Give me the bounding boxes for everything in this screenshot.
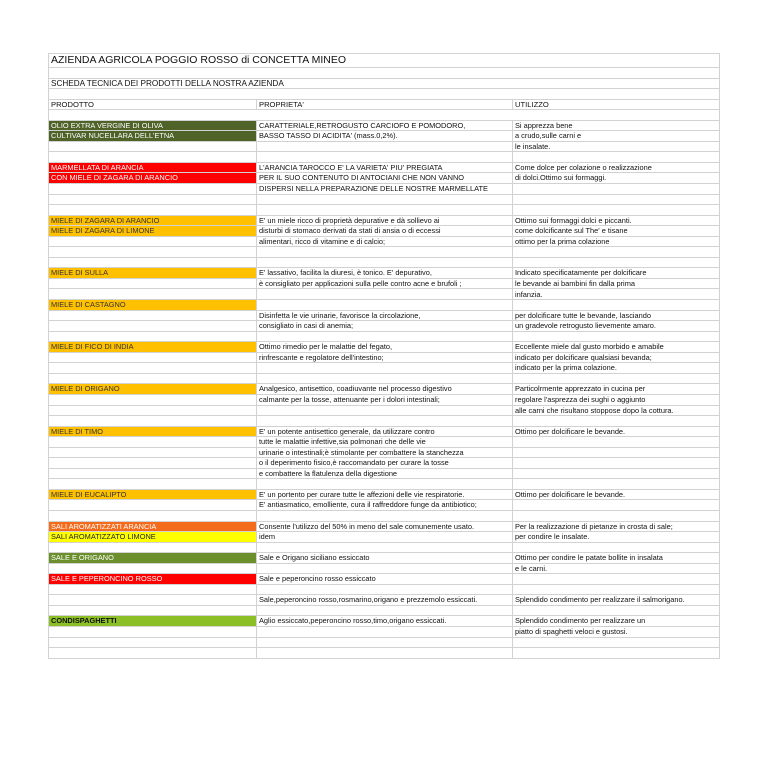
usage-cell: Ottimo per dolcificare le bevande. (513, 489, 720, 500)
usage-cell: ottimo per la prima colazione (513, 236, 720, 247)
usage-cell (513, 510, 720, 521)
table-row (49, 648, 720, 659)
product-cell (49, 563, 257, 574)
property-cell (257, 510, 513, 521)
usage-cell (513, 331, 720, 342)
usage-cell: Per la realizzazione di pietanze in crosta di sale; (513, 521, 720, 532)
property-cell: calmante per la tosse, attenuante per i dolori intestinali; (257, 394, 513, 405)
property-cell: o il deperimento fisico,è raccomandato per curare la tosse (257, 458, 513, 469)
property-cell: Consente l'utilizzo del 50% in meno del sale comunemente usato. (257, 521, 513, 532)
usage-cell: come dolcificante sul The' e tisane (513, 226, 720, 237)
table-row (49, 215, 720, 226)
table-row (49, 373, 720, 384)
product-cell: SALI AROMATIZZATI ARANCIA (49, 521, 257, 532)
usage-cell (513, 437, 720, 448)
document-subtitle: SCHEDA TECNICA DEI PRODOTTI DELLA NOSTRA AZIENDA (49, 78, 720, 89)
table-row (49, 384, 720, 395)
product-cell: SALE E ORIGANO (49, 553, 257, 564)
table-row (49, 626, 720, 637)
usage-cell: Si apprezza bene (513, 120, 720, 131)
property-cell: Aglio essiccato,peperoncino rosso,timo,origano essiccati. (257, 616, 513, 627)
product-cell: SALI AROMATIZZATO LIMONE (49, 532, 257, 543)
table-row (49, 205, 720, 216)
property-cell: PER IL SUO CONTENUTO DI ANTOCIANI CHE NON VANNO (257, 173, 513, 184)
table-row (49, 479, 720, 490)
product-cell: MIELE DI CASTAGNO (49, 300, 257, 311)
product-cell: MIELE DI EUCALIPTO (49, 489, 257, 500)
usage-cell (513, 605, 720, 616)
usage-cell (513, 500, 720, 511)
table-row (49, 563, 720, 574)
table-row (49, 310, 720, 321)
usage-cell: Ottimo per condire le patate bollite in insalata (513, 553, 720, 564)
usage-cell (513, 300, 720, 311)
product-cell (49, 542, 257, 553)
product-cell (49, 458, 257, 469)
usage-cell (513, 542, 720, 553)
property-cell (257, 205, 513, 216)
spacer-row (49, 89, 720, 100)
table-row (49, 616, 720, 627)
table-row (49, 637, 720, 648)
usage-cell: indicato per dolcificare qualsiasi bevanda; (513, 352, 720, 363)
table-row (49, 247, 720, 258)
property-cell: consigliato in casi di anemia; (257, 321, 513, 332)
product-cell: MIELE DI FICO DI INDIA (49, 342, 257, 353)
property-cell: Disinfetta le vie urinarie, favorisce la circolazione, (257, 310, 513, 321)
usage-cell: infanzia. (513, 289, 720, 300)
table-row (49, 405, 720, 416)
table-row (49, 553, 720, 564)
table-row (49, 120, 720, 131)
product-cell: SALE E PEPERONCINO ROSSO (49, 574, 257, 585)
usage-cell (513, 447, 720, 458)
property-cell: DISPERSI NELLA PREPARAZIONE DELLE NOSTRE MARMELLATE (257, 184, 513, 195)
product-cell: MIELE DI ZAGARA DI LIMONE (49, 226, 257, 237)
product-cell (49, 595, 257, 606)
table-row (49, 268, 720, 279)
header-prodotto: PRODOTTO (49, 99, 257, 110)
table-row (49, 278, 720, 289)
product-cell: MIELE DI TIMO (49, 426, 257, 437)
property-cell (257, 141, 513, 152)
usage-cell (513, 648, 720, 659)
property-cell (257, 373, 513, 384)
usage-cell (513, 574, 720, 585)
product-cell (49, 141, 257, 152)
product-cell (49, 584, 257, 595)
usage-cell (513, 373, 720, 384)
product-cell (49, 648, 257, 659)
product-cell (49, 447, 257, 458)
usage-cell: per condire le insalate. (513, 532, 720, 543)
usage-cell: regolare l'asprezza dei sughi o aggiunto (513, 394, 720, 405)
product-cell (49, 247, 257, 258)
table-row (49, 321, 720, 332)
table-row (49, 584, 720, 595)
table-row (49, 426, 720, 437)
property-cell (257, 247, 513, 258)
table-row (49, 141, 720, 152)
usage-cell: Come dolce per colazione o realizzazione (513, 162, 720, 173)
header-utilizzo: UTILIZZO (513, 99, 720, 110)
table-row (49, 468, 720, 479)
table-row (49, 510, 720, 521)
product-cell: CULTIVAR NUCELLARA DELL'ETNA (49, 131, 257, 142)
usage-cell: Ottimo per dolcificare le bevande. (513, 426, 720, 437)
property-cell (257, 257, 513, 268)
product-cell (49, 605, 257, 616)
product-cell (49, 194, 257, 205)
usage-cell: Splendido condimento per realizzare il salmorigano. (513, 595, 720, 606)
usage-cell (513, 194, 720, 205)
property-cell: Analgesico, antisettico, coadiuvante nel processo digestivo (257, 384, 513, 395)
usage-cell (513, 637, 720, 648)
property-cell: E' antiasmatico, emolliente, cura il raffreddore funge da antibiotico; (257, 500, 513, 511)
property-cell: Sale e peperoncino rosso essiccato (257, 574, 513, 585)
table-row (49, 416, 720, 427)
product-cell (49, 363, 257, 374)
table-row (49, 331, 720, 342)
property-cell: Sale,peperoncino rosso,rosmarino,origano e prezzemolo essiccati. (257, 595, 513, 606)
table-row (49, 605, 720, 616)
property-cell: tutte le malattie infettive,sia polmonari che delle vie (257, 437, 513, 448)
product-cell: OLIO EXTRA VERGINE DI OLIVA (49, 120, 257, 131)
property-cell: E' un miele ricco di proprietà depurative e dà sollievo ai (257, 215, 513, 226)
usage-cell (513, 458, 720, 469)
usage-cell (513, 247, 720, 258)
product-spreadsheet (48, 53, 719, 659)
property-cell: Ottimo rimedio per le malattie del fegato, (257, 342, 513, 353)
table-row (49, 595, 720, 606)
document-title: AZIENDA AGRICOLA POGGIO ROSSO di CONCETTA MINEO (49, 54, 720, 68)
property-cell (257, 405, 513, 416)
product-cell (49, 205, 257, 216)
property-cell (257, 479, 513, 490)
table-row (49, 574, 720, 585)
product-cell (49, 510, 257, 521)
table-row (49, 236, 720, 247)
usage-cell: a crudo,sulle carni e (513, 131, 720, 142)
table-row (49, 162, 720, 173)
property-cell: urinarie o intestinali;è stimolante per combattere la stanchezza (257, 447, 513, 458)
product-cell (49, 500, 257, 511)
usage-cell: un gradevole retrogusto lievemente amaro. (513, 321, 720, 332)
product-cell (49, 352, 257, 363)
product-cell: CONDISPAGHETTI (49, 616, 257, 627)
table-row (49, 500, 720, 511)
table-row (49, 289, 720, 300)
usage-cell (513, 152, 720, 163)
property-cell: è consigliato per applicazioni sulla pelle contro acne e brufoli ; (257, 278, 513, 289)
property-cell (257, 416, 513, 427)
product-cell (49, 331, 257, 342)
table-row (49, 184, 720, 195)
property-cell: e combattere la flatulenza della digestione (257, 468, 513, 479)
product-cell: MIELE DI ORIGANO (49, 384, 257, 395)
property-cell (257, 331, 513, 342)
usage-cell: di dolci.Ottimo sui formaggi. (513, 173, 720, 184)
usage-cell: alle carni che risultano stoppose dopo la cottura. (513, 405, 720, 416)
table-row (49, 131, 720, 142)
product-cell (49, 626, 257, 637)
table-row (49, 342, 720, 353)
property-cell: E' un portento per curare tutte le affezioni delle vie respiratorie. (257, 489, 513, 500)
table-row (49, 194, 720, 205)
property-cell (257, 289, 513, 300)
usage-cell: indicato per la prima colazione. (513, 363, 720, 374)
property-cell: idem (257, 532, 513, 543)
product-cell (49, 479, 257, 490)
usage-cell (513, 584, 720, 595)
product-cell (49, 310, 257, 321)
product-cell (49, 257, 257, 268)
spacer-row (49, 68, 720, 79)
property-cell (257, 563, 513, 574)
usage-cell (513, 257, 720, 268)
product-cell: MIELE DI ZAGARA DI ARANCIO (49, 215, 257, 226)
table-row (49, 447, 720, 458)
property-cell: disturbi di stomaco derivati da stati di ansia o di eccessi (257, 226, 513, 237)
table-row (49, 152, 720, 163)
spacer-row (49, 110, 720, 121)
usage-cell: Indicato specificatamente per dolcificare (513, 268, 720, 279)
product-cell (49, 236, 257, 247)
property-cell: E' un potente antisettico generale, da utilizzare contro (257, 426, 513, 437)
product-cell (49, 278, 257, 289)
product-cell: CON MIELE DI ZAGARA DI ARANCIO (49, 173, 257, 184)
table-row (49, 489, 720, 500)
table-row (49, 521, 720, 532)
usage-cell: e le carni. (513, 563, 720, 574)
product-cell (49, 373, 257, 384)
property-cell (257, 363, 513, 374)
table-row (49, 352, 720, 363)
property-cell (257, 300, 513, 311)
usage-cell (513, 468, 720, 479)
product-cell (49, 468, 257, 479)
table-row (49, 458, 720, 469)
usage-cell: Particolrmente apprezzato in cucina per (513, 384, 720, 395)
usage-cell (513, 416, 720, 427)
property-cell: E' lassativo, facilita la diuresi, è tonico. E' depurativo, (257, 268, 513, 279)
property-cell: L'ARANCIA TAROCCO E' LA VARIETA' PIU' PREGIATA (257, 162, 513, 173)
table-row (49, 394, 720, 405)
property-cell (257, 194, 513, 205)
product-cell (49, 437, 257, 448)
usage-cell (513, 479, 720, 490)
table-row (49, 300, 720, 311)
property-cell (257, 542, 513, 553)
usage-cell: Ottimo sui formaggi dolci e piccanti. (513, 215, 720, 226)
usage-cell: Splendido condimento per realizzare un (513, 616, 720, 627)
property-cell: alimentari, ricco di vitamine e di calcio; (257, 236, 513, 247)
property-cell (257, 605, 513, 616)
product-cell (49, 184, 257, 195)
table-row (49, 532, 720, 543)
product-cell (49, 289, 257, 300)
usage-cell (513, 205, 720, 216)
table-row (49, 257, 720, 268)
table-row (49, 437, 720, 448)
usage-cell: le insalate. (513, 141, 720, 152)
product-table (48, 53, 720, 659)
usage-cell: le bevande ai bambini fin dalla prima (513, 278, 720, 289)
property-cell (257, 152, 513, 163)
table-row (49, 363, 720, 374)
property-cell: BASSO TASSO DI ACIDITA' (mass.0,2%). (257, 131, 513, 142)
property-cell: CARATTERIALE,RETROGUSTO CARCIOFO E POMODORO, (257, 120, 513, 131)
product-cell: MARMELLATA DI ARANCIA (49, 162, 257, 173)
property-cell (257, 584, 513, 595)
usage-cell (513, 184, 720, 195)
product-cell (49, 405, 257, 416)
table-row (49, 226, 720, 237)
property-cell (257, 626, 513, 637)
usage-cell: piatto di spaghetti veloci e gustosi. (513, 626, 720, 637)
property-cell (257, 637, 513, 648)
table-row (49, 542, 720, 553)
usage-cell: per dolcificare tutte le bevande, lasciando (513, 310, 720, 321)
table-row (49, 173, 720, 184)
product-cell: MIELE DI SULLA (49, 268, 257, 279)
usage-cell: Eccellente miele dal gusto morbido e amabile (513, 342, 720, 353)
product-cell (49, 394, 257, 405)
product-cell (49, 416, 257, 427)
property-cell: Sale e Origano siciliano essiccato (257, 553, 513, 564)
product-cell (49, 152, 257, 163)
header-proprieta: PROPRIETA' (257, 99, 513, 110)
product-cell (49, 637, 257, 648)
product-cell (49, 321, 257, 332)
property-cell (257, 648, 513, 659)
property-cell: rinfrescante e regolatore dell'intestino; (257, 352, 513, 363)
